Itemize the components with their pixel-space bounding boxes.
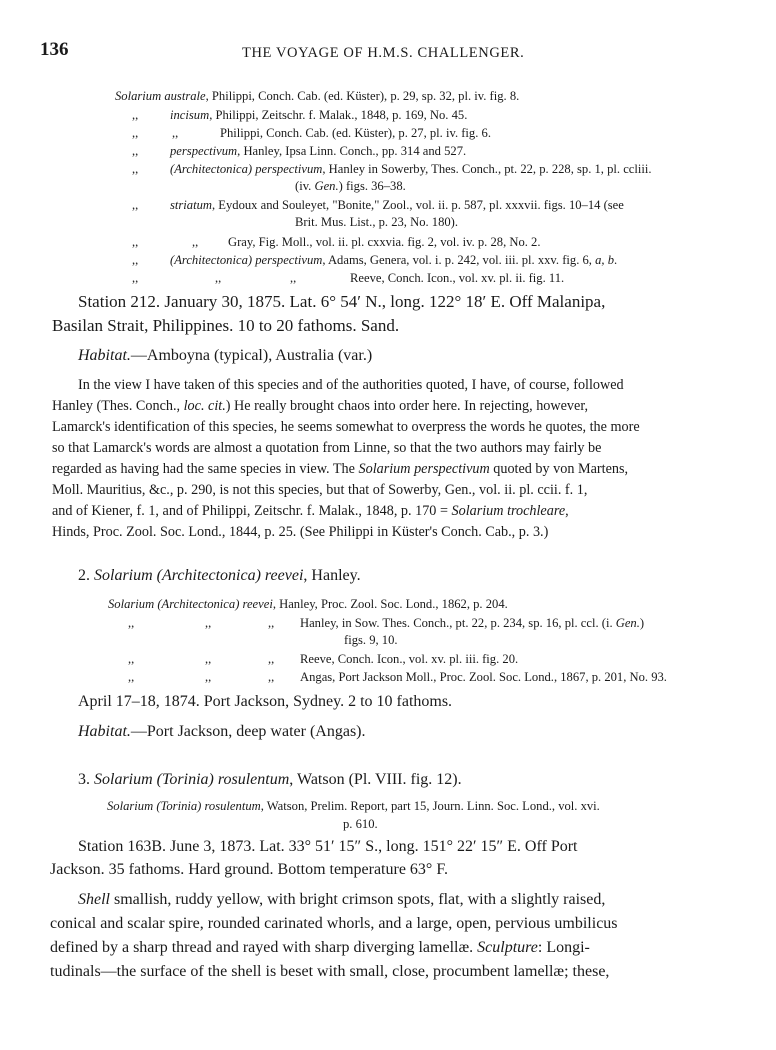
station-record: April 17–18, 1874. Port Jackson, Sydney. 2 to 10 fathoms.: [78, 693, 453, 710]
ditto-mark: ,,: [132, 198, 139, 212]
synonymy-line: incisum, Philippi, Zeitschr. f. Malak., 1848, p. 169, No. 45.: [170, 108, 468, 122]
synonymy-line: Philippi, Conch. Cab. (ed. Küster), p. 27, pl. iv. fig. 6.: [220, 126, 491, 140]
description-line: Shell smallish, ruddy yellow, with bright crimson spots, flat, with a slightly raised,: [78, 891, 606, 908]
synonymy-line: (Architectonica) perspectivum, Adams, Genera, vol. i. p. 242, vol. iii. pl. xxv. fig. 6, a, b.: [170, 253, 618, 267]
paragraph-line: Hanley (Thes. Conch., loc. cit.) He really brought chaos into order here. In rejecting, however,: [52, 398, 589, 414]
paragraph-line: Lamarck's identification of this species, he seems somewhat to overpress the words he quotes, the more: [52, 419, 640, 435]
description-line: tudinals—the surface of the shell is beset with small, close, procumbent lamellæ; these,: [50, 963, 610, 980]
synonymy-line: Solarium (Architectonica) reevei, Hanley, Proc. Zool. Soc. Lond., 1862, p. 204.: [108, 597, 508, 611]
station-record: Jackson. 35 fathoms. Hard ground. Bottom temperature 63° F.: [50, 861, 448, 878]
synonymy-line: perspectivum, Hanley, Ipsa Linn. Conch., pp. 314 and 527.: [170, 144, 467, 158]
synonymy-line: Gray, Fig. Moll., vol. ii. pl. cxxvia. fig. 2, vol. iv. p. 28, No. 2.: [228, 235, 541, 249]
paragraph-line: so that Lamarck's words are almost a quotation from Linne, so that the two authors may fairly be: [52, 440, 602, 456]
ditto-mark: ,,: [268, 652, 275, 666]
paragraph-line: In the view I have taken of this species and of the authorities quoted, I have, of course, followed: [78, 377, 624, 393]
station-record: Station 163B. June 3, 1873. Lat. 33° 51′ 15″ S., long. 151° 22′ 15″ E. Off Port: [78, 838, 578, 855]
ditto-mark: ,,: [128, 616, 135, 630]
synonymy-line: Hanley, in Sow. Thes. Conch., pt. 22, p. 234, sp. 16, pl. ccl. (i. Gen.): [300, 616, 645, 630]
ditto-mark: ,,: [205, 616, 212, 630]
paragraph-line: regarded as having had the same species in view. The Solarium perspectivum quoted by von Martens,: [52, 461, 629, 477]
ditto-mark: ,,: [132, 162, 139, 176]
synonymy-line: striatum, Eydoux and Souleyet, "Bonite," Zool., vol. ii. p. 587, pl. xxxvii. figs. 10–14 (see: [170, 198, 624, 212]
paragraph-line: Moll. Mauritius, &c., p. 290, is not this species, but that of Sowerby, Gen., vol. ii. pl. ccii. f. 1,: [52, 482, 588, 498]
ditto-mark: ,,: [215, 271, 222, 285]
ditto-mark: ,,: [205, 652, 212, 666]
synonymy-line: Solarium australe, Philippi, Conch. Cab. (ed. Küster), p. 29, sp. 32, pl. iv. fig. 8.: [115, 89, 520, 103]
ditto-mark: ,,: [268, 616, 275, 630]
synonymy-line: Solarium (Torinia) rosulentum, Watson, Prelim. Report, part 15, Journ. Linn. Soc. Lond., vol. xvi.: [107, 799, 600, 813]
ditto-mark: ,,: [132, 271, 139, 285]
species-heading: 3. Solarium (Torinia) rosulentum, Watson (Pl. VIII. fig. 12).: [78, 771, 462, 788]
habitat-line: Habitat.—Port Jackson, deep water (Angas).: [78, 723, 366, 740]
ditto-mark: ,,: [132, 126, 139, 140]
synonymy-line: Reeve, Conch. Icon., vol. xv. pl. ii. fig. 11.: [350, 271, 565, 285]
station-record: Station 212. January 30, 1875. Lat. 6° 54′ N., long. 122° 18′ E. Off Malanipa,: [78, 292, 606, 311]
synonymy-continuation: (iv. Gen.) figs. 36–38.: [295, 179, 406, 193]
ditto-mark: ,,: [132, 253, 139, 267]
ditto-mark: ,,: [205, 670, 212, 684]
running-title: THE VOYAGE OF H.M.S. CHALLENGER.: [242, 45, 525, 61]
ditto-mark: ,,: [172, 126, 179, 140]
paragraph-line: Hinds, Proc. Zool. Soc. Lond., 1844, p. 25. (See Philippi in Küster's Conch. Cab., p. 3.): [52, 524, 549, 540]
ditto-mark: ,,: [132, 235, 139, 249]
ditto-mark: ,,: [290, 271, 297, 285]
synonymy-line: Angas, Port Jackson Moll., Proc. Zool. Soc. Lond., 1867, p. 201, No. 93.: [300, 670, 667, 684]
station-record: Basilan Strait, Philippines. 10 to 20 fathoms. Sand.: [52, 316, 400, 335]
ditto-mark: ,,: [192, 235, 199, 249]
description-line: conical and scalar spire, rounded carinated whorls, and a large, open, pervious umbilicus: [50, 915, 618, 932]
species-heading: 2. Solarium (Architectonica) reevei, Hanley.: [78, 567, 361, 584]
description-line: defined by a sharp thread and rayed with sharp diverging lamellæ. Sculpture: Longi-: [50, 939, 590, 956]
synonymy-continuation: Brit. Mus. List., p. 23, No. 180).: [295, 215, 459, 229]
synonymy-line: ,,: [132, 108, 139, 122]
synonymy-line: (Architectonica) perspectivum, Hanley in Sowerby, Thes. Conch., pt. 22, p. 228, sp. 1, pl. ccliii.: [170, 162, 652, 176]
ditto-mark: ,,: [128, 652, 135, 666]
ditto-mark: ,,: [128, 670, 135, 684]
ditto-mark: ,,: [268, 670, 275, 684]
synonymy-continuation: figs. 9, 10.: [344, 633, 398, 647]
habitat-line: Habitat.—Amboyna (typical), Australia (var.): [78, 347, 373, 364]
paragraph-line: and of Kiener, f. 1, and of Philippi, Zeitschr. f. Malak., 1848, p. 170 = Solarium trochleare,: [52, 503, 569, 519]
page-number: 136: [40, 39, 69, 60]
ditto-mark: ,,: [132, 144, 139, 158]
synonymy-continuation: p. 610.: [343, 817, 378, 831]
synonymy-line: Reeve, Conch. Icon., vol. xv. pl. iii. fig. 20.: [300, 652, 519, 666]
